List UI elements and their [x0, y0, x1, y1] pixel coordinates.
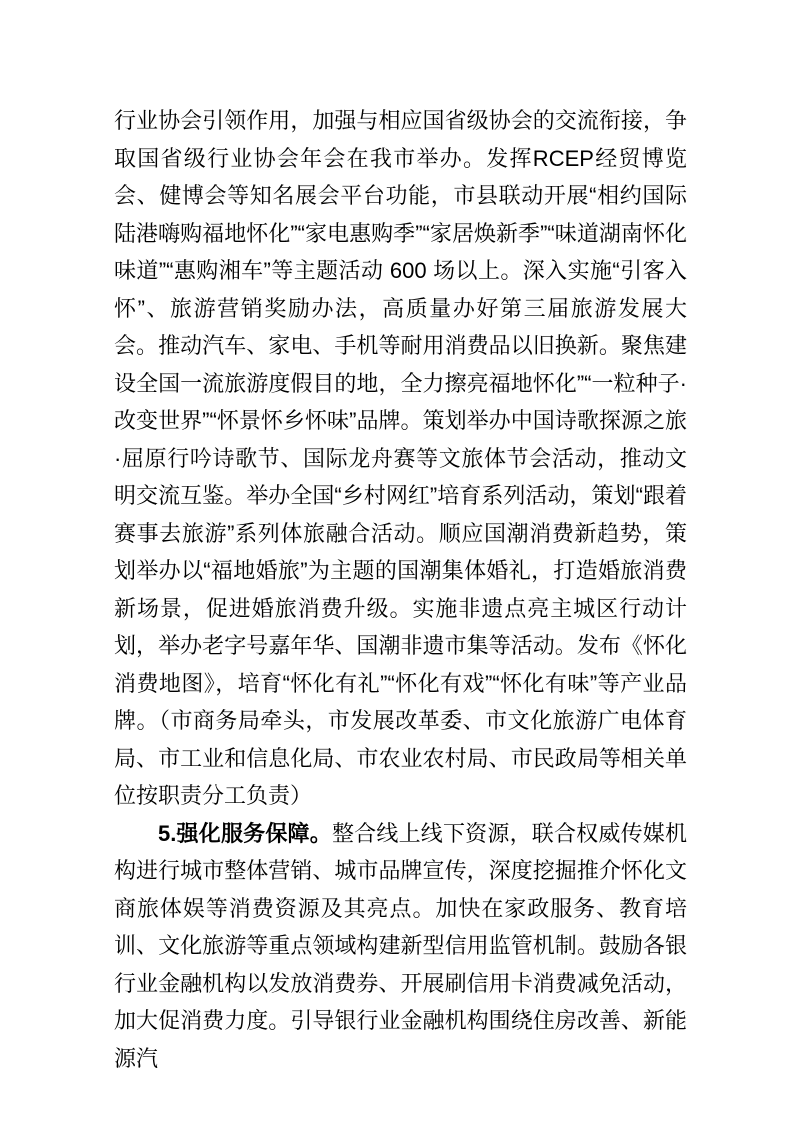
paragraph-continuation-text: 行业协会引领作用，加强与相应国省级协会的交流衔接，争取国省级行业协会年会在我市举办。发挥RCEP经贸博览会、健博会等知名展会平台功能，市县联动开展“相约国际陆港嗨购福地怀化”“家电惠购季”“家居焕新季”“味道湖南怀化味道”“惠购湘车”等主题活动 600 场以上。深入实施“引客入怀”、旅游营销奖励办法，高质量办好第三届旅游发展大会。推动汽车、家电、手机等耐用消费品以旧换新。聚焦建设全国一流旅游度假目的地，全力擦亮福地怀化”“一粒种子·改变世界”“怀景怀乡怀味”品牌。策划举办中国诗歌探源之旅·屈原行吟诗歌节、国际龙舟赛等文旅体节会活动，推动文明交流互鉴。举办全国“乡村网红”培育系列活动，策划“跟着赛事去旅游”系列体旅融合活动。顺应国潮消费新趋势，策划举办以“福地婚旅”为主题的国潮集体婚礼，打造婚旅消费新场景，促进婚旅消费升级。实施非遗点亮主城区行动计划，举办老字号嘉年华、国潮非遗市集等活动。发布《怀化消费地图》，培育“怀化有礼”“怀化有戏”“怀化有味”等产业品牌。（市商务局牵头，市发展改革委、市文化旅游广电体育局、市工业和信息化局、市农业农村局、市民政局等相关单位按职责分工负责） — [114, 108, 687, 808]
paragraph-item-5-lead: 5.强化服务保障。 — [158, 820, 332, 846]
paragraph-item-5 — [114, 815, 687, 1078]
paragraph-continuation — [114, 102, 687, 815]
document-text-block — [114, 102, 687, 1077]
paragraph-item-5-text: 整合线上线下资源，联合权威传媒机构进行城市整体营销、城市品牌宣传，深度挖掘推介怀化文商旅体娱等消费资源及其亮点。加快在家政服务、教育培训、文化旅游等重点领域构建新型信用监管机制。鼓励各银行业金融机构以发放消费券、开展刷信用卡消费减免活动，加大促消费力度。引导银行业金融机构围绕住房改善、新能源汽 — [114, 820, 687, 1071]
